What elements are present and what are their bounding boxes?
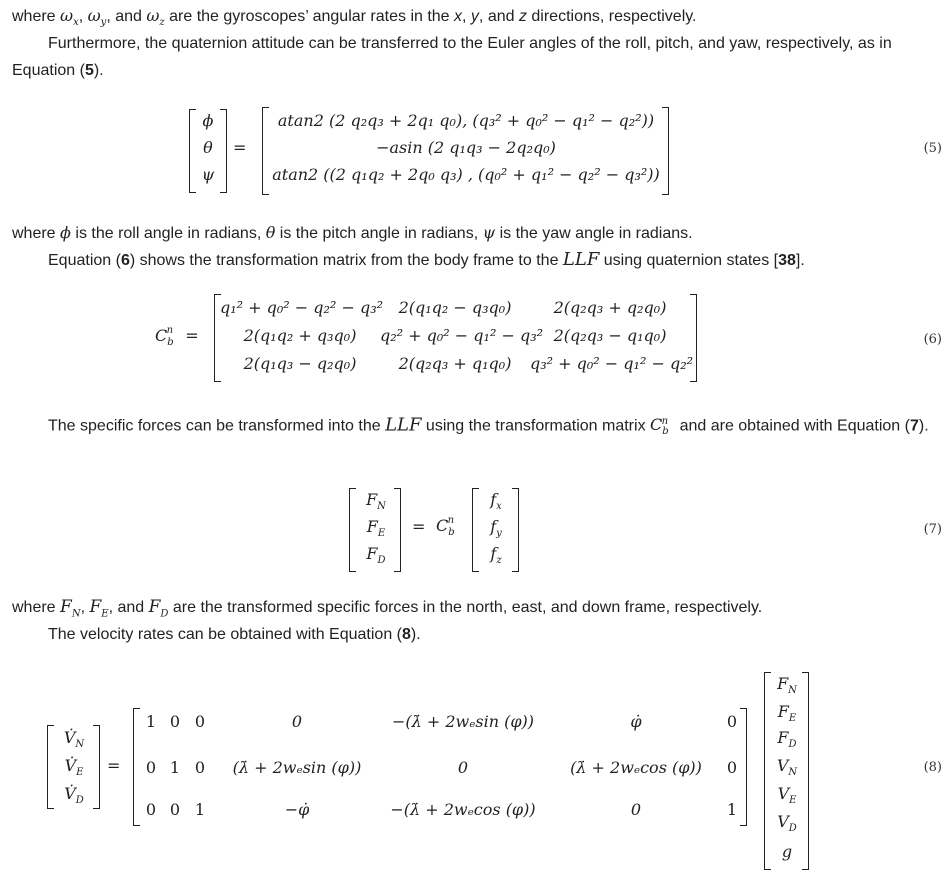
matrix-cell: $F_D$: [777, 728, 797, 751]
matrix-cell: $V̇_N$: [63, 728, 85, 751]
matrix-cell: 2(q₂q₃ − q₁q₀): [553, 326, 667, 345]
eq5-lhs-bracket-left: [189, 109, 196, 193]
eq8-vector-bracket-right: [802, 672, 809, 870]
matrix-cell: 1: [194, 800, 206, 819]
matrix-cell: $V_D$: [777, 812, 797, 835]
matrix-cell: 2(q₂q₃ + q₁q₀): [398, 354, 512, 373]
eq8-matrix-bracket-left: [133, 708, 140, 826]
eq5-row-2: −asin (2 q₁q₃ − 2q₂q₀): [376, 138, 556, 157]
eq5-lhs-bracket-right: [220, 109, 227, 193]
matrix-cell: 0: [145, 800, 157, 819]
matrix-cell: =: [412, 517, 426, 536]
equation-number-7: (7): [923, 522, 942, 537]
paragraph-velocity-intro: The velocity rates can be obtained with Equation (8).: [48, 626, 421, 643]
matrix-cell: −(λ̇ + 2wₑsin (φ)): [391, 712, 535, 731]
equation-5: [0, 105, 950, 200]
matrix-cell: 0: [145, 758, 157, 777]
eq5-rhs-bracket-left: [262, 107, 269, 195]
paragraph-gyro-rates: where $\omega_x$, $\omega_y$, and $\omega_z$ are the gyroscopes’ angular rates in the x, y, and z directions, respectively.: [12, 6, 697, 29]
eq8-lhs-bracket-right: [93, 725, 100, 809]
matrix-cell: $V̇_E$: [64, 756, 84, 779]
matrix-cell: 0: [169, 800, 181, 819]
equation-number-6: (6): [923, 332, 942, 347]
matrix-cell: q₁² + q₀² − q₂² − q₃²: [220, 298, 384, 317]
matrix-cell: $f_z$: [490, 544, 502, 567]
dcm-symbol: $C_b^n$ =: [155, 324, 199, 349]
equation-ref-8[interactable]: 8: [401, 626, 411, 643]
matrix-cell: $V̇_D$: [64, 784, 84, 807]
matrix-cell: 2(q₂q₃ + q₂q₀): [553, 298, 667, 317]
matrix-cell: =: [107, 756, 121, 775]
paragraph-euler-def: where ϕ is the roll angle in radians, θ is the pitch angle in radians, ψ is the yaw angle in radians.: [12, 223, 693, 242]
equation-number-8: (8): [923, 760, 942, 775]
eq8-lhs-bracket-left: [47, 725, 54, 809]
citation-38[interactable]: 38: [778, 252, 796, 269]
matrix-cell: ϕ: [202, 111, 214, 130]
matrix-cell: 0: [291, 712, 303, 731]
matrix-cell: 0: [194, 712, 206, 731]
matrix-cell: ψ: [201, 165, 215, 184]
paragraph-forces-def: where $F_N$, $F_E$, and $F_D$ are the transformed specific forces in the north, east, and down frame, respectively.: [12, 597, 763, 620]
eq5-rhs-bracket-right: [662, 107, 669, 195]
paragraph-euler-intro: Furthermore, the quaternion attitude can be transferred to the Euler angles of the roll, pitch, and yaw, respectively, as in Equation (5).: [12, 35, 892, 79]
matrix-cell: 1: [145, 712, 157, 731]
matrix-cell: 0: [726, 712, 738, 731]
paragraph-specific-forces: The specific forces can be transformed into the LLF using the transformation matrix $C_b^n$ and are obtained with Equation (7).: [48, 414, 929, 438]
equation-6: [0, 292, 950, 387]
matrix-cell: q₂² + q₀² − q₁² − q₃²: [380, 326, 544, 345]
matrix-cell: 2(q₁q₂ + q₃q₀): [243, 326, 357, 345]
eq6-bracket-right: [690, 294, 697, 382]
matrix-cell: 2(q₁q₂ − q₃q₀): [398, 298, 512, 317]
matrix-cell: g: [781, 842, 793, 861]
equation-7: [0, 486, 950, 574]
eq8-matrix-bracket-right: [740, 708, 747, 826]
matrix-cell: $f_y$: [490, 517, 502, 540]
matrix-cell: 1: [726, 800, 738, 819]
eq5-row-3: atan2 ((2 q₁q₂ + 2q₀ q₃) , (q₀² + q₁² − q₂² − q₃²)): [272, 165, 660, 184]
omega-x: $\omega_x$: [60, 6, 79, 29]
matrix-cell: 0: [630, 800, 642, 819]
eq5-row-1: atan2 (2 q₂q₃ + 2q₁ q₀), (q₃² + q₀² − q₁² − q₂²)): [277, 111, 655, 130]
matrix-cell: q₃² + q₀² − q₁² − q₂²: [530, 354, 694, 373]
equation-ref-5[interactable]: 5: [84, 62, 94, 79]
equation-ref-6[interactable]: 6: [120, 252, 130, 269]
omega-y: $\omega_y$: [87, 6, 107, 29]
paragraph-dcm-intro: Equation (6) shows the transformation matrix from the body frame to the LLF using quaternion states [38].: [48, 249, 805, 270]
matrix-cell: 0: [457, 758, 469, 777]
matrix-cell: $F_D$: [366, 544, 386, 567]
matrix-cell: $F_E$: [777, 702, 797, 725]
equation-ref-7[interactable]: 7: [909, 417, 919, 435]
equation-number-5: (5): [923, 141, 942, 156]
dcm-symbol: $C_b^n$: [436, 514, 455, 539]
equals-sign: =: [233, 138, 247, 157]
matrix-cell: $V_N$: [776, 756, 798, 779]
omega-z: $\omega_z$: [146, 6, 165, 29]
matrix-cell: −(λ̇ + 2wₑcos (φ)): [390, 800, 536, 819]
matrix-cell: $f_x$: [490, 490, 502, 513]
matrix-cell: 0: [194, 758, 206, 777]
equation-8: [0, 670, 950, 875]
matrix-cell: −φ̇: [284, 800, 310, 819]
matrix-cell: (λ̇ + 2wₑcos (φ)): [570, 758, 702, 777]
matrix-cell: (λ̇ + 2wₑsin (φ)): [232, 758, 362, 777]
eq7-lhs-bracket-left: [349, 488, 356, 572]
matrix-cell: 0: [726, 758, 738, 777]
matrix-cell: 1: [169, 758, 181, 777]
matrix-cell: φ̇: [630, 712, 642, 731]
matrix-cell: 2(q₁q₃ − q₂q₀): [243, 354, 357, 373]
matrix-cell: 0: [169, 712, 181, 731]
matrix-cell: $F_N$: [777, 674, 797, 697]
eq7-lhs-bracket-right: [394, 488, 401, 572]
matrix-cell: $V_E$: [777, 784, 797, 807]
matrix-cell: $F_N$: [366, 490, 386, 513]
eq7-rhs-bracket-right: [512, 488, 519, 572]
matrix-cell: θ: [203, 138, 213, 157]
matrix-cell: $F_E$: [366, 517, 386, 540]
dcm-inline: $C_b^n$: [650, 415, 669, 438]
